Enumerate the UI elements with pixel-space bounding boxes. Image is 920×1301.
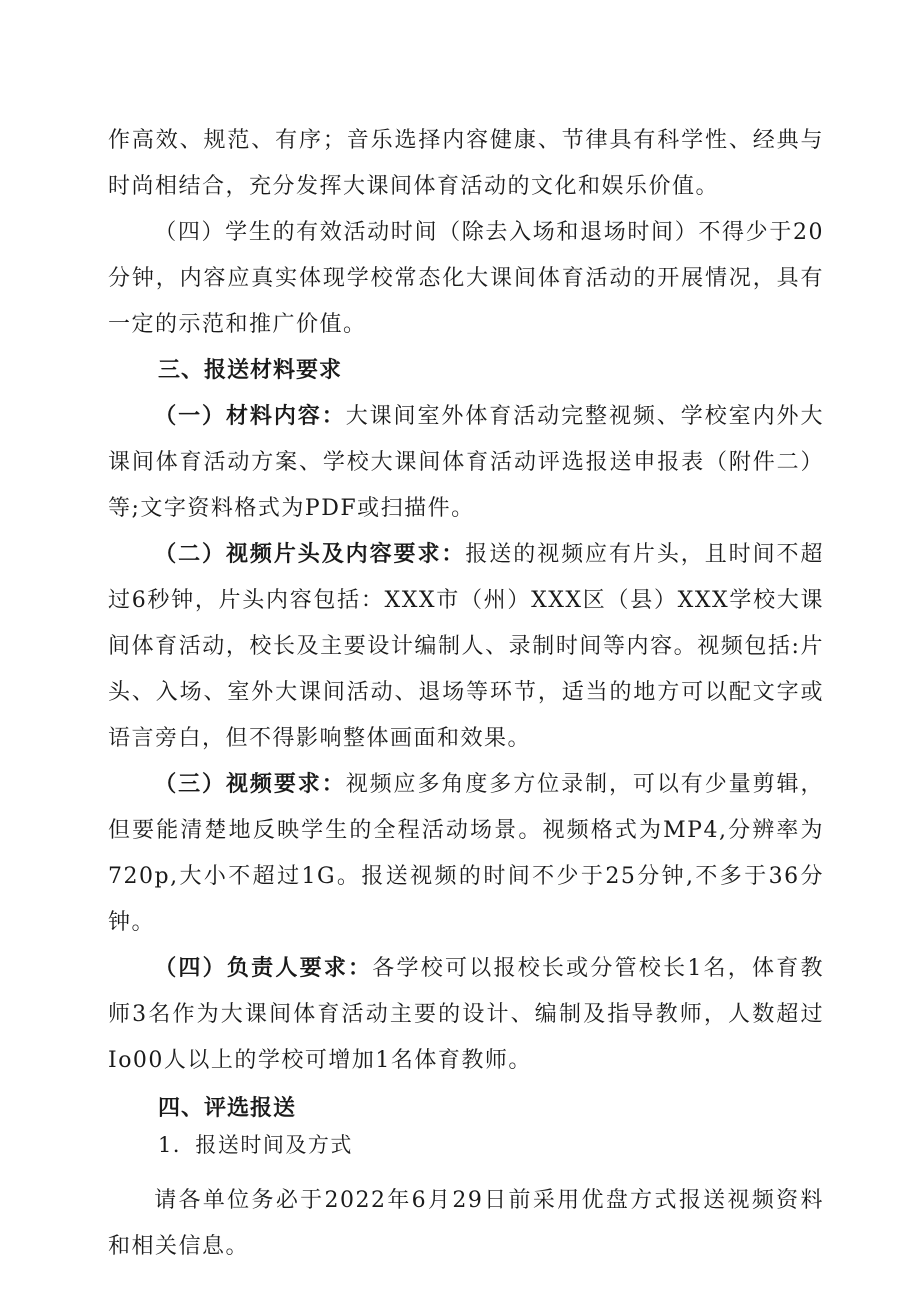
paragraph-video-intro bbox=[108, 532, 824, 762]
document-page bbox=[108, 118, 824, 1270]
video-intro-heading: （二）视频片头及内容要求： bbox=[154, 542, 466, 567]
responsible-person-body: 各学校可以报校长或分管校长1名，体育教师3名作为大课间体育活动主要的设计、编制及指导教师，人数超过Io00人以上的学校可增加1名体育教师。 bbox=[108, 956, 824, 1073]
paragraph-materials bbox=[108, 394, 824, 532]
paragraph-video-requirements bbox=[108, 762, 824, 946]
subheading-submission-time: 1．报送时间及方式 bbox=[158, 1133, 353, 1157]
video-requirements-heading: （三）视频要求： bbox=[154, 772, 346, 797]
section-heading-4: 四、评选报送 bbox=[158, 1096, 297, 1121]
materials-body: 大课间室外体育活动完整视频、学校室内外大课间体育活动方案、学校大课间体育活动评选报送申报表（附件二）等;文字资料格式为PDF或扫描件。 bbox=[108, 404, 824, 521]
section-heading-3: 三、报送材料要求 bbox=[158, 358, 343, 383]
paragraph-submission: 请各单位务必于2022年6月29日前采用优盘方式报送视频资料和相关信息。 bbox=[108, 1188, 824, 1259]
paragraph-activity-time: （四）学生的有效活动时间（除去入场和退场时间）不得少于20分钟，内容应真实体现学校常态化大课间体育活动的开展情况，具有一定的示范和推广价值。 bbox=[108, 220, 824, 337]
paragraph-continuation: 作高效、规范、有序；音乐选择内容健康、节律具有科学性、经典与时尚相结合，充分发挥大课间体育活动的文化和娱乐价值。 bbox=[108, 128, 824, 199]
materials-heading: （一）材料内容： bbox=[154, 404, 346, 429]
paragraph-responsible-person bbox=[108, 946, 824, 1084]
video-intro-body: 报送的视频应有片头，且时间不超过6秒钟，片头内容包括：XXX市（州）XXX区（县）XXX学校大课间体育活动，校长及主要设计编制人、录制时间等内容。视频包括:片头、入场、室外大课间活动、退场等环节，适当的地方可以配文字或语言旁白，但不得影响整体画面和效果。 bbox=[108, 542, 824, 751]
responsible-person-heading: （四）负责人要求： bbox=[154, 956, 373, 981]
video-requirements-body: 视频应多角度多方位录制，可以有少量剪辑，但要能清楚地反映学生的全程活动场景。视频格式为MP4,分辨率为720p,大小不超过1G。报送视频的时间不少于25分钟,不多于36分钟。 bbox=[108, 772, 824, 935]
